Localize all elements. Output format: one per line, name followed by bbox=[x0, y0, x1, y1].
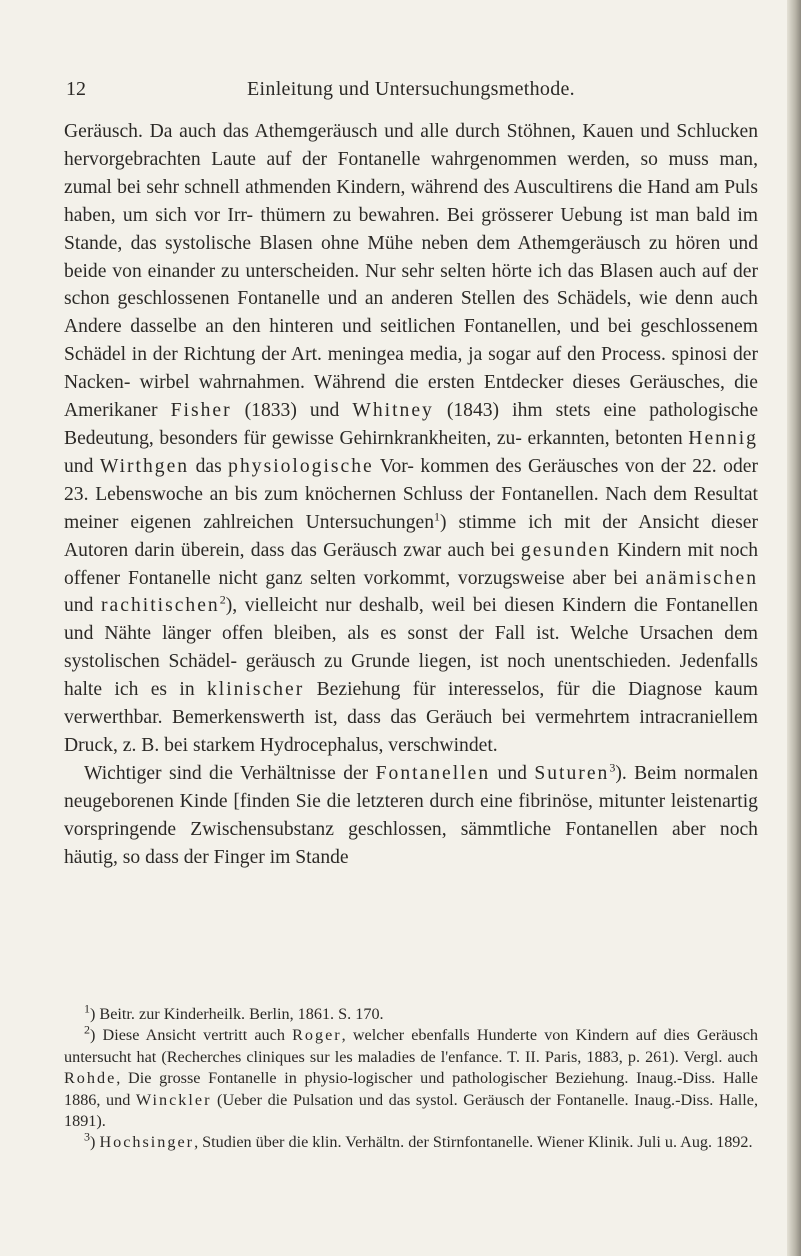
emphasized-word: physiologische bbox=[228, 455, 374, 477]
text-fragment: Vor- bbox=[373, 455, 414, 477]
text-line: das Blasen auch auf der schon geschlossenen Fontanelle und an anderen bbox=[64, 260, 758, 310]
emphasized-word: Suturen bbox=[534, 762, 610, 784]
footnote-text: , Studien über die klin. Verhältn. der Stirnfontanelle. Wiener Klinik. Juli u. Aug. 1892. bbox=[194, 1133, 753, 1152]
emphasized-word: gesunden bbox=[520, 539, 611, 561]
text-fragment: und bbox=[490, 762, 535, 784]
footnote-text: ) Beitr. zur Kinderheilk. Berlin, 1861. S. 170. bbox=[90, 1005, 384, 1023]
text-fragment: Beziehung für interesselos, für die Diagnose kaum bbox=[304, 679, 758, 701]
footnote-ref: 3 bbox=[609, 760, 616, 775]
author-name: Fisher bbox=[170, 400, 232, 422]
emphasized-word: Fontanellen bbox=[375, 762, 491, 784]
running-header bbox=[66, 78, 756, 108]
text-line: das systolische Blasen ohne Mühe neben dem Athemgeräusch zu hören bbox=[130, 232, 721, 254]
text-fragment: (1843) ihm stets eine bbox=[433, 400, 637, 422]
paragraph-2 bbox=[64, 760, 758, 872]
text-fragment: zahlreichen Untersuchungen bbox=[203, 511, 435, 533]
author-name: Whitney bbox=[352, 400, 434, 422]
running-title: Einleitung und Untersuchungsmethode. bbox=[247, 78, 575, 100]
text-line: als es sonst der Fall ist. Welche Ursachen dem systolischen Schädel- bbox=[64, 623, 759, 673]
author-name: Rohde bbox=[64, 1069, 117, 1088]
text-line: der Art. meningea media, ja sogar auf den Process. spinosi der Nacken- bbox=[64, 344, 758, 394]
text-line: und beide von einander zu unterscheiden. Nur sehr selten hörte ich bbox=[64, 232, 759, 282]
text-fragment: darin überein, dass das Geräusch zwar auch bei bbox=[134, 539, 521, 561]
author-name: Wirthgen bbox=[99, 455, 190, 477]
text-line: sämmtliche Fontanellen aber noch häutig, so dass der Finger im Stande bbox=[64, 818, 758, 868]
footnote-1 bbox=[64, 1001, 758, 1025]
emphasized-word: anämischen bbox=[645, 567, 758, 589]
footnote-ref: 2 bbox=[219, 592, 226, 607]
text-fragment: das bbox=[189, 455, 229, 477]
text-line: Geräusch. Da auch das Athemgeräusch und alle durch Stöhnen, Kauen bbox=[64, 121, 634, 142]
text-line: geräusch zu Grunde liegen, ist noch unentschieden. Jedenfalls halte ich bbox=[64, 651, 758, 701]
text-fragment: (1833) und bbox=[231, 400, 353, 422]
text-fragment: ) stimme ich mit der Ansicht dieser Autoren bbox=[64, 511, 758, 561]
footnotes bbox=[64, 1001, 759, 1154]
text-line: verwerthbar. Bemerkenswerth ist, dass das Geräuch bei vermehrtem bbox=[64, 707, 630, 729]
footnote-2 bbox=[64, 1025, 758, 1132]
page-edge-shadow bbox=[787, 0, 801, 1256]
emphasized-word: klinischer bbox=[207, 679, 305, 701]
text-line: mit noch offener Fontanelle nicht ganz selten vorkommt, vorzugsweise bbox=[64, 539, 758, 589]
paragraph-1 bbox=[64, 118, 758, 760]
text-line: kommen des Geräusches von der 22. oder 23. Lebenswoche an bis zum bbox=[64, 455, 758, 505]
text-line: Stellen des Schädels, wie denn auch Andere dasselbe an den hinteren bbox=[64, 288, 758, 338]
text-line: und seitlichen Fontanellen, und bei geschlossenem Schädel in der Richtung bbox=[64, 316, 758, 366]
footnote-ref: 1 bbox=[434, 509, 441, 524]
footnote-text: (Ueber die Pulsation und das systol. Geräusch der Fontanelle. Inaug.-Diss. Halle, 1891). bbox=[64, 1090, 759, 1131]
text-fragment: ). bbox=[615, 762, 627, 784]
emphasized-word: rachitischen bbox=[101, 595, 220, 617]
page-number: 12 bbox=[66, 78, 86, 100]
text-line: weil bei diesen Kindern die Fontanellen und Nähte länger offen bleiben, bbox=[64, 595, 758, 645]
text-fragment: Kindern bbox=[610, 539, 682, 561]
text-line: während des Auscultirens die Hand am Puls haben, um sich vor Irr- bbox=[64, 176, 758, 226]
footnote-mark: 3 bbox=[84, 1130, 90, 1145]
author-name: Roger bbox=[292, 1026, 342, 1045]
text-line: und Schlucken hervorgebrachten Laute auf der Fontanelle wahrgenommen bbox=[64, 121, 758, 170]
text-line: thümern zu bewahren. Bei grösserer Uebung ist man bald im Stande, bbox=[64, 204, 759, 254]
footnote-text: , welcher ebenfalls Hunderte von Kindern auf dies Geräusch untersucht hat (Recherches cliniques sur les maladies de l'enfance. T. II. Paris, 1883, p. 261). Vergl. auch bbox=[64, 1026, 758, 1066]
footnote-mark: 2 bbox=[84, 1023, 90, 1038]
text-fragment: aber bei bbox=[572, 567, 646, 589]
text-line: pathologische Bedeutung, besonders für gewisse Gehirnkrankheiten, zu- bbox=[64, 400, 759, 449]
footnote-text: , Die grosse Fontanelle in physio-logischer und pathologischer Beziehung. Inaug.-Diss. Halle 1886, und bbox=[64, 1069, 758, 1109]
author-name: Hochsinger bbox=[99, 1133, 195, 1152]
text-line: wirbel wahrnahmen. Während die ersten Entdecker dieses Geräusches, bbox=[139, 372, 725, 394]
author-name: Hennig bbox=[688, 427, 758, 449]
text-fragment: es in bbox=[150, 679, 207, 701]
text-fragment: ), vielleicht nur deshalb, bbox=[225, 595, 424, 617]
text-fragment: und bbox=[64, 595, 102, 617]
footnote-text: ) Diese Ansicht vertritt auch bbox=[90, 1026, 293, 1045]
text-line: werden, so muss man, zumal bei sehr schnell athmenden Kindern, bbox=[64, 148, 758, 198]
text-line: Beim normalen neugeborenen Kinde [finden Sie die letzteren durch eine bbox=[64, 762, 759, 812]
text-fragment: erkannten, betonten bbox=[527, 427, 689, 449]
text-line: intracraniellem Druck, z. B. bei starkem Hydrocephalus, verschwindet. bbox=[64, 707, 758, 756]
footnote-mark: 1 bbox=[84, 1001, 90, 1016]
text-line: fibrinöse, mitunter leistenartig vorspringende Zwischensubstanz geschlossen, bbox=[64, 790, 758, 840]
author-name: Winckler bbox=[135, 1090, 212, 1109]
text-line: knöchernen Schluss der Fontanellen. Nach dem Resultat meiner eigenen bbox=[64, 483, 758, 533]
text-fragment: und bbox=[64, 455, 100, 477]
main-text bbox=[64, 118, 758, 871]
text-fragment: die Amerikaner bbox=[64, 372, 758, 422]
footnote-text: ) bbox=[90, 1133, 100, 1152]
text-fragment: Wichtiger sind die Verhältnisse der bbox=[84, 762, 376, 784]
footnote-3 bbox=[64, 1132, 758, 1153]
